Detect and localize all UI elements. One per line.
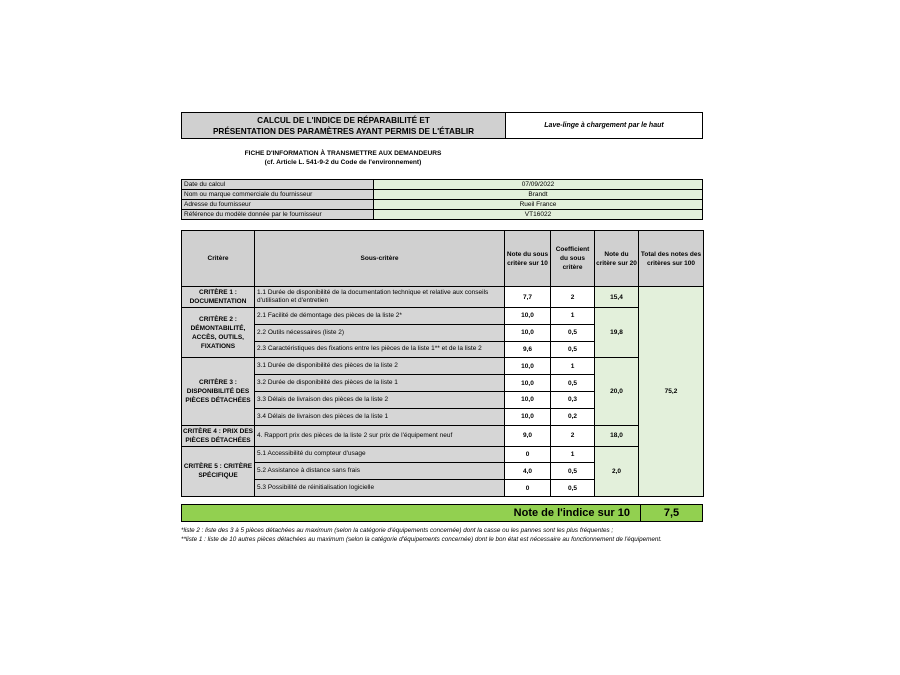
sub-criterion-coef: 0,2 <box>551 408 595 425</box>
info-label: Nom ou marque commerciale du fournisseur <box>182 190 374 200</box>
sub-criterion-note: 4,0 <box>505 463 551 480</box>
sub-criterion-note: 10,0 <box>505 358 551 375</box>
sub-criterion-note: 9,0 <box>505 425 551 446</box>
sub-criterion-note: 9,6 <box>505 341 551 358</box>
sub-criterion-coef: 0,5 <box>551 480 595 497</box>
fiche-line-2: (cf. Article L. 541-9-2 du Code de l'environnement) <box>264 159 422 166</box>
sub-criterion-label: 5.3 Possibilité de réinitialisation logicielle <box>255 480 505 497</box>
sub-criterion-row <box>182 425 704 446</box>
sub-criterion-label: 2.2 Outils nécessaires (liste 2) <box>255 324 505 341</box>
sub-criterion-coef: 1 <box>551 446 595 463</box>
sub-criterion-row <box>182 287 704 308</box>
sub-criterion-coef: 0,5 <box>551 463 595 480</box>
total-note-100: 75,2 <box>639 287 704 497</box>
criterion-name: CRITÈRE 1 : DOCUMENTATION <box>182 287 255 308</box>
criterion-name: CRITÈRE 4 : PRIX DES PIÈCES DÉTACHÉES <box>182 425 255 446</box>
criterion-note-20: 18,0 <box>595 425 639 446</box>
final-score-bar <box>181 504 703 522</box>
criterion-note-20: 15,4 <box>595 287 639 308</box>
info-value: 07/09/2022 <box>374 180 703 190</box>
criterion-name: CRITÈRE 5 : CRITÈRE SPÉCIFIQUE <box>182 446 255 496</box>
col-header-note-critere: Note du critère sur 20 <box>595 231 639 287</box>
sub-criterion-coef: 0,5 <box>551 375 595 392</box>
col-header-sous-critere: Sous-critère <box>255 231 505 287</box>
info-label: Date du calcul <box>182 180 374 190</box>
sub-criterion-label: 1.1 Durée de disponibilité de la documentation technique et relative aux conseils d'utilisation et d'entretien <box>255 287 505 308</box>
fiche-subtitle <box>181 149 505 167</box>
info-value: Brandt <box>374 190 703 200</box>
sub-criterion-label: 3.2 Durée de disponibilité des pièces de la liste 1 <box>255 375 505 392</box>
criterion-note-20: 20,0 <box>595 358 639 425</box>
info-value: Rueil France <box>374 200 703 210</box>
info-label: Référence du modèle donnée par le fournisseur <box>182 210 374 220</box>
col-header-critere: Critère <box>182 231 255 287</box>
sub-criterion-coef: 1 <box>551 308 595 325</box>
sub-criterion-label: 5.2 Assistance à distance sans frais <box>255 463 505 480</box>
criterion-name: CRITÈRE 3 : DISPONIBILITÉ DES PIÈCES DÉTACHÉES <box>182 358 255 425</box>
footnote-1: *liste 2 : liste des 3 à 5 pièces détachées au maximum (selon la catégorie d'équipements concernée) dont la casse ou les pannes sont les plus fréquentes ; <box>181 527 614 534</box>
sub-criterion-note: 7,7 <box>505 287 551 308</box>
sub-criterion-note: 0 <box>505 446 551 463</box>
sub-criterion-note: 10,0 <box>505 375 551 392</box>
criteria-table <box>181 230 704 497</box>
sub-criterion-label: 4. Rapport prix des pièces de la liste 2 sur prix de l'équipement neuf <box>255 425 505 446</box>
footnote-2: **liste 1 : liste de 10 autres pièces détachées au maximum (selon la catégorie d'équipements concernée) dont le bon état est nécessaire au fonctionnement de l'équipement. <box>181 536 662 543</box>
sub-criterion-row <box>182 308 704 325</box>
report-header <box>181 112 703 139</box>
title-line-1: CALCUL DE L'INDICE DE RÉPARABILITÉ ET <box>257 115 430 125</box>
supplier-info-table <box>181 179 703 220</box>
info-value: VT16022 <box>374 210 703 220</box>
final-score-label: Note de l'indice sur 10 <box>181 504 641 522</box>
criterion-note-20: 2,0 <box>595 446 639 496</box>
col-header-coef: Coefficient du sous critère <box>551 231 595 287</box>
sub-criterion-label: 2.3 Caractéristiques des fixations entre les pièces de la liste 1** et de la liste 2 <box>255 341 505 358</box>
sub-criterion-row <box>182 358 704 375</box>
info-row <box>182 200 703 210</box>
sub-criterion-note: 10,0 <box>505 408 551 425</box>
sub-criterion-coef: 2 <box>551 425 595 446</box>
sub-criterion-label: 3.3 Délais de livraison des pièces de la liste 2 <box>255 391 505 408</box>
sub-criterion-coef: 0,3 <box>551 391 595 408</box>
final-score-value: 7,5 <box>641 504 703 522</box>
sub-criterion-row <box>182 446 704 463</box>
sub-criterion-label: 2.1 Facilité de démontage des pièces de la liste 2* <box>255 308 505 325</box>
col-header-note-sous: Note du sous critère sur 10 <box>505 231 551 287</box>
col-header-total: Total des notes des critères sur 100 <box>639 231 704 287</box>
sub-criterion-note: 10,0 <box>505 308 551 325</box>
footnotes <box>181 526 703 544</box>
sub-criterion-note: 10,0 <box>505 391 551 408</box>
sub-criterion-coef: 2 <box>551 287 595 308</box>
product-type: Lave-linge à chargement par le haut <box>505 112 703 139</box>
info-row <box>182 180 703 190</box>
info-label: Adresse du fournisseur <box>182 200 374 210</box>
fiche-line-1: FICHE D'INFORMATION À TRANSMETTRE AUX DEMANDEURS <box>244 150 442 157</box>
sub-criterion-coef: 1 <box>551 358 595 375</box>
info-row <box>182 190 703 200</box>
sub-criterion-label: 3.4 Délais de livraison des pièces de la liste 1 <box>255 408 505 425</box>
sub-criterion-note: 0 <box>505 480 551 497</box>
criterion-name: CRITÈRE 2 : DÉMONTABILITÉ, ACCÈS, OUTILS, FIXATIONS <box>182 308 255 358</box>
sub-criterion-coef: 0,5 <box>551 324 595 341</box>
sub-criterion-note: 10,0 <box>505 324 551 341</box>
sub-criterion-label: 3.1 Durée de disponibilité des pièces de la liste 2 <box>255 358 505 375</box>
sub-criterion-label: 5.1 Accessibilité du compteur d'usage <box>255 446 505 463</box>
report-title <box>181 112 505 139</box>
info-row <box>182 210 703 220</box>
criterion-note-20: 19,8 <box>595 308 639 358</box>
sub-criterion-coef: 0,5 <box>551 341 595 358</box>
title-line-2: PRÉSENTATION DES PARAMÈTRES AYANT PERMIS DE L'ÉTABLIR <box>212 126 475 136</box>
